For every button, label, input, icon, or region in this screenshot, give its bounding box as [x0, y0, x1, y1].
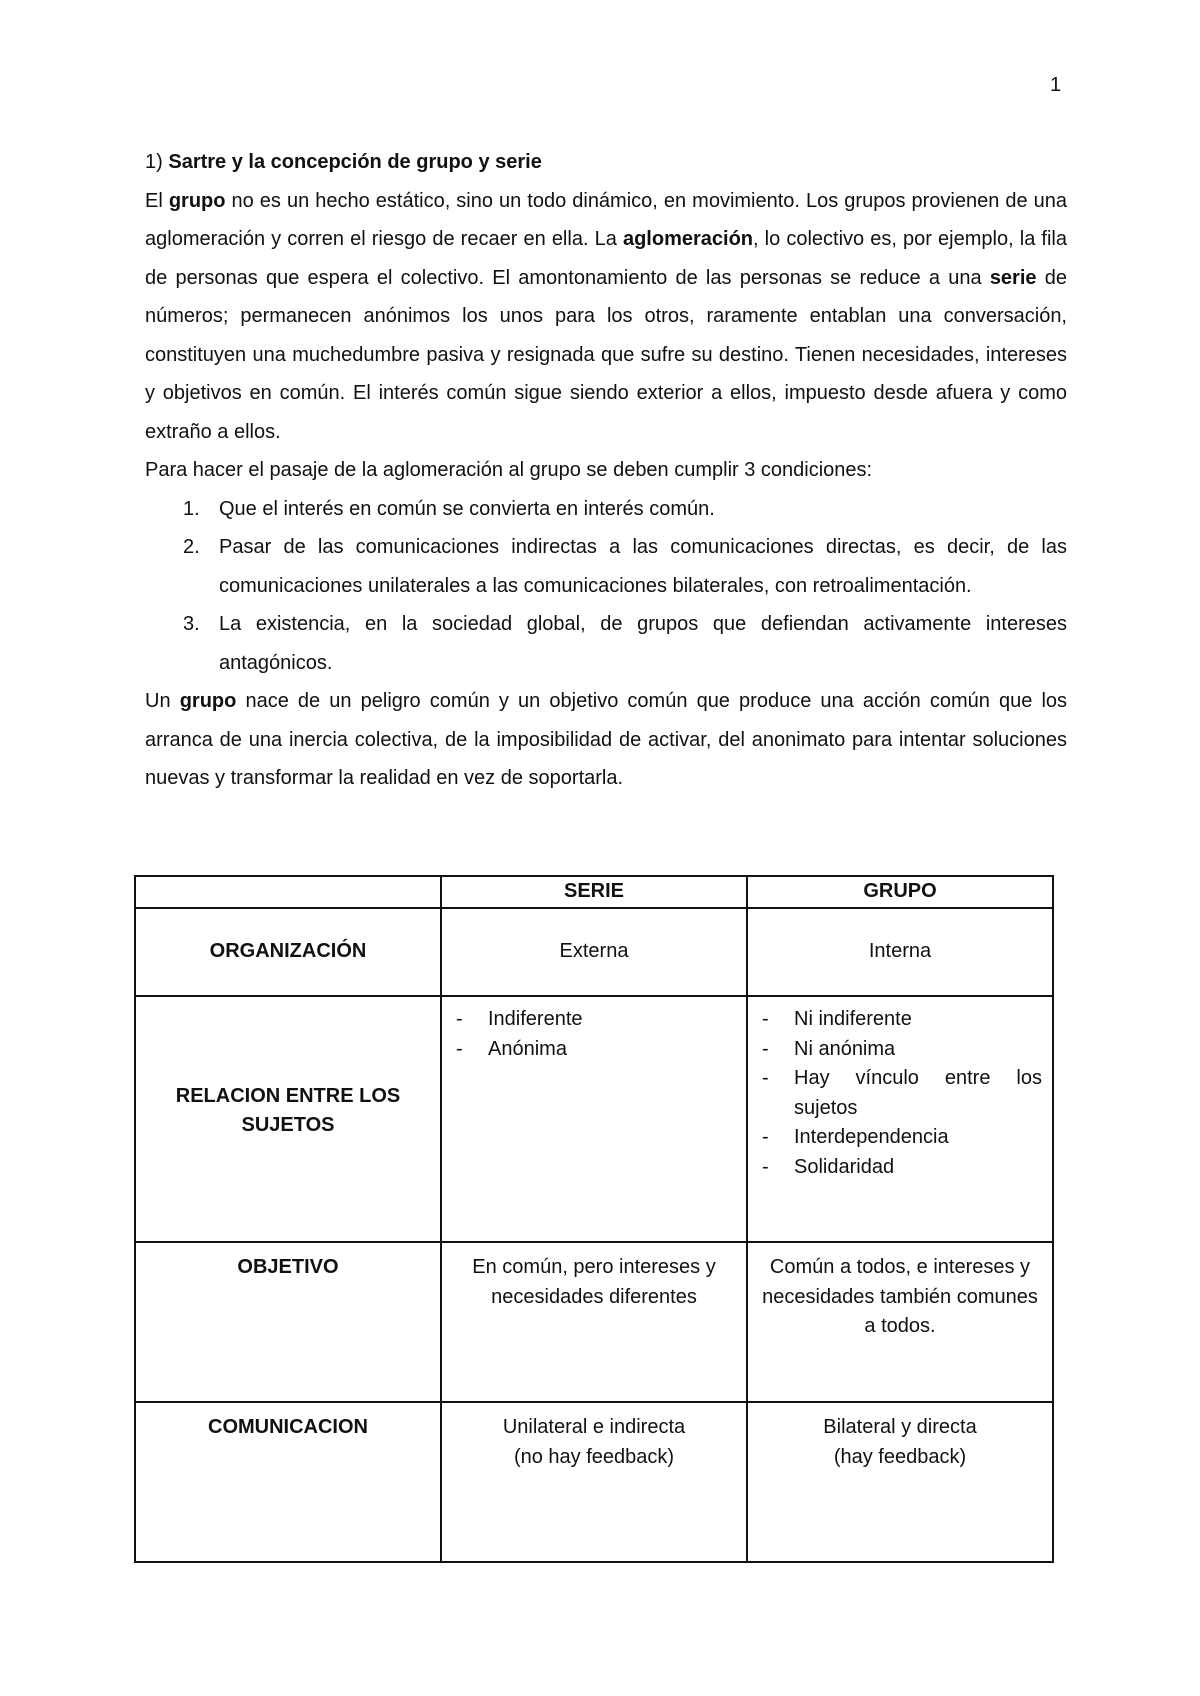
- list-text: Que el interés en común se convierta en interés común.: [219, 497, 715, 520]
- row-label-line: SUJETOS: [241, 1114, 335, 1136]
- closing-text: Un: [145, 690, 180, 712]
- list-item: [145, 528, 1067, 605]
- cell-comunicacion-serie: [441, 1402, 747, 1562]
- intro-text: no es un hecho estático, sino un todo dinámico, en movimiento. Los grupos provienen de una aglomeración y corren el riesgo de recaer en ella. La: [145, 189, 1067, 250]
- row-label-objetivo: OBJETIVO: [135, 1242, 441, 1402]
- cell-line: Bilateral y directa: [823, 1416, 977, 1438]
- closing-text: nace de un peligro común y un objetivo común que produce una acción común que los arranca de una inercia colectiva, de la imposibilidad de activar, del anonimato para intentar soluciones nuevas y transformar la realidad en vez de soportarla.: [145, 690, 1068, 789]
- cell-line: (no hay feedback): [513, 1445, 675, 1468]
- list-number: 3.: [183, 613, 200, 635]
- cell-objetivo-serie: En común, pero intereses y necesidades diferentes: [441, 1242, 747, 1402]
- row-label-line: RELACION ENTRE LOS: [175, 1084, 401, 1107]
- list-item: - Indiferente: [452, 1005, 736, 1035]
- conditions-list: [145, 490, 1067, 683]
- table-header-empty: [135, 876, 441, 908]
- cell-objetivo-grupo: Común a todos, e intereses y necesidades también comunes a todos.: [747, 1242, 1053, 1402]
- table-row: [135, 1402, 1053, 1562]
- term-serie: serie: [989, 266, 1037, 289]
- table-header-grupo: GRUPO: [747, 876, 1053, 908]
- table-header-row: [135, 876, 1053, 908]
- section-title: Sartre y la concepción de grupo y serie: [168, 151, 542, 173]
- document-body: [145, 143, 1067, 798]
- comparison-table: [134, 875, 1054, 1563]
- cell-comunicacion-grupo: [747, 1402, 1053, 1562]
- list-item: - Solidaridad: [758, 1153, 1042, 1183]
- term-grupo: grupo: [168, 189, 226, 212]
- list-number: 2.: [183, 536, 200, 558]
- list-item: [145, 605, 1067, 682]
- page-number: 1: [1050, 74, 1062, 96]
- section-number: 1): [145, 151, 163, 173]
- term-grupo: grupo: [179, 690, 237, 712]
- list-item: - Anónima: [452, 1035, 736, 1065]
- table-row: [135, 908, 1053, 996]
- intro-paragraph: [145, 182, 1067, 452]
- list-item: - Interdependencia: [758, 1123, 1042, 1153]
- cell-organizacion-serie: Externa: [441, 908, 747, 996]
- cell-line: Unilateral e indirecta: [502, 1416, 686, 1438]
- list-text: La existencia, en la sociedad global, de grupos que defiendan activamente intereses antagónicos.: [219, 613, 1067, 674]
- cell-line: (hay feedback): [833, 1445, 967, 1468]
- term-aglomeracion: aglomeración: [622, 228, 754, 250]
- conditions-intro: Para hacer el pasaje de la aglomeración al grupo se deben cumplir 3 condiciones:: [145, 459, 873, 481]
- list-number: 1.: [183, 497, 200, 520]
- table-row: [135, 1242, 1053, 1402]
- table-header-serie: SERIE: [441, 876, 747, 908]
- row-label-organizacion: ORGANIZACIÓN: [135, 908, 441, 996]
- row-label-comunicacion: COMUNICACION: [135, 1402, 441, 1562]
- cell-organizacion-grupo: Interna: [747, 908, 1053, 996]
- list-item: - Hay vínculo entre los sujetos: [758, 1064, 1042, 1123]
- intro-text: El: [145, 189, 169, 212]
- intro-text: , lo colectivo es, por ejemplo, la fila de personas que espera el colectivo. El amontonamiento de las personas se reduce a una: [145, 228, 1067, 289]
- list-item: - Ni anónima: [758, 1035, 1042, 1065]
- cell-relacion-serie: [441, 996, 747, 1242]
- section-heading: [145, 143, 1067, 182]
- list-item: [145, 490, 1067, 529]
- closing-paragraph: [145, 682, 1067, 798]
- row-label-relacion: [135, 996, 441, 1242]
- cell-relacion-grupo: [747, 996, 1053, 1242]
- table-row: [135, 996, 1053, 1242]
- list-text: Pasar de las comunicaciones indirectas a las comunicaciones directas, es decir, de las comunicaciones unilaterales a las comunicaciones bilaterales, con retroalimentación.: [219, 536, 1067, 597]
- intro-text: de números; permanecen anónimos los unos para los otros, raramente entablan una conversación, constituyen una muchedumbre pasiva y resignada que sufre su destino. Tienen necesidades, intereses y objetivos en común. El interés común sigue siendo exterior a ellos, impuesto desde afuera y como extraño a ellos.: [145, 266, 1067, 443]
- list-item: - Ni indiferente: [758, 1005, 1042, 1035]
